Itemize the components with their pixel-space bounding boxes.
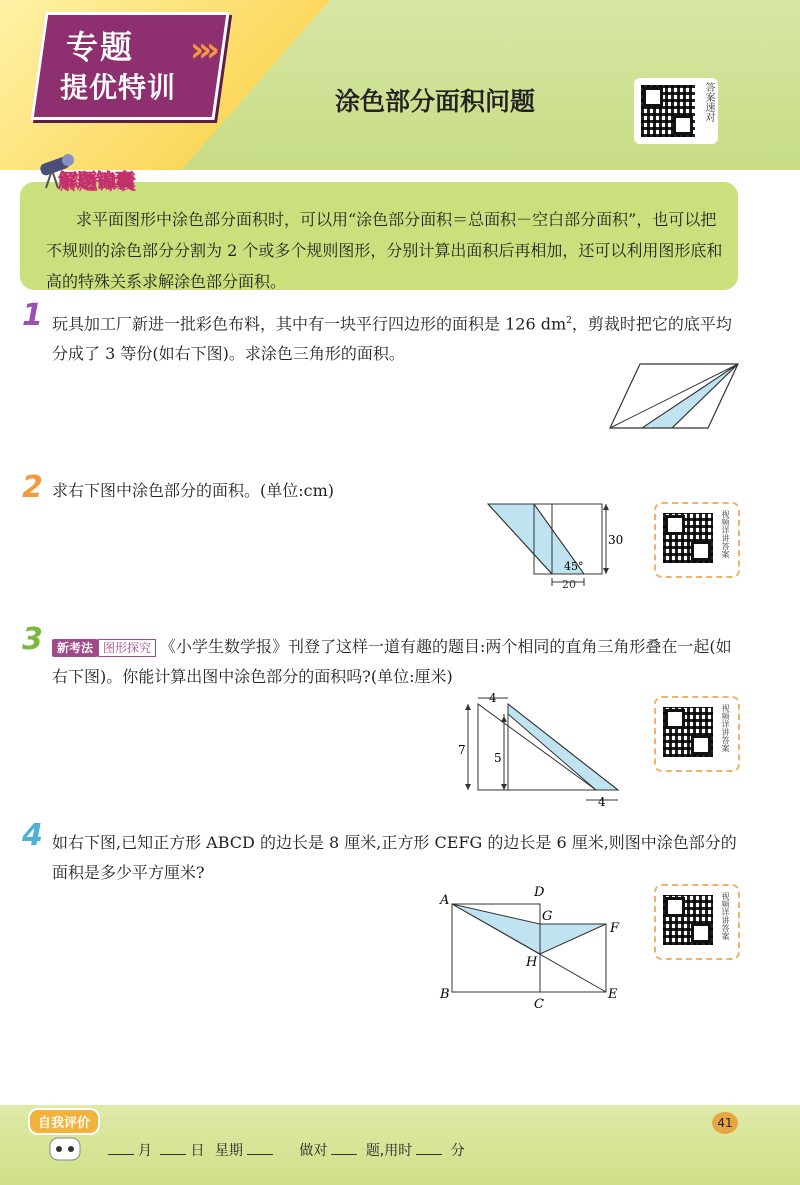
tips-text: 求平面图形中涂色部分面积时，可以用“涂色部分面积＝总面积－空白部分面积”，也可以把不规则的涂色部分分割为 2 个或多个规则图形，分别计算出面积后再相加，还可以利用图形底和高的特殊关系求解涂色部分面积。 <box>46 210 723 291</box>
question-3-figure <box>460 692 626 808</box>
question-1-figure <box>606 360 746 432</box>
question-3-text <box>52 632 742 692</box>
question-number-4: 4 <box>22 818 43 853</box>
week-blank[interactable] <box>247 1154 273 1155</box>
robot-mascot-icon <box>46 1134 84 1164</box>
qr-label: 视频详讲答案 <box>721 892 730 940</box>
time-blank[interactable] <box>416 1154 442 1155</box>
new-method-tag: 新考法 <box>52 639 98 657</box>
question-number-3: 3 <box>22 622 43 657</box>
q4-label-d: D <box>534 885 545 900</box>
q3-left-label: 7 <box>458 743 466 757</box>
qr-code-icon <box>660 510 716 566</box>
q3-top-label: 4 <box>489 691 497 705</box>
answer-qr-card[interactable] <box>634 78 718 144</box>
footer-record-line <box>104 1140 465 1160</box>
q2-height-label: 30 <box>608 533 624 547</box>
question-4-video-qr[interactable] <box>654 884 740 960</box>
q4-label-a: A <box>440 893 450 908</box>
month-blank[interactable] <box>108 1154 134 1155</box>
question-number-1: 1 <box>22 298 43 333</box>
badge-line1: 专题 <box>66 28 135 66</box>
badge-line2: 提优特训 <box>60 71 177 104</box>
correct-blank[interactable] <box>331 1154 357 1155</box>
q4-label-c: C <box>534 997 544 1012</box>
q4-label-g: G <box>542 909 553 924</box>
month-label: 月 <box>138 1143 152 1159</box>
question-2-figure <box>484 498 628 592</box>
category-tag: 图形探究 <box>98 639 156 657</box>
minutes-label: 分 <box>450 1143 465 1159</box>
day-blank[interactable] <box>160 1154 186 1155</box>
question-4-text: 如右下图,已知正方形 ABCD 的边长是 8 厘米,正方形 CEFG 的边长是 6 厘米,则图中涂色部分的面积是多少平方厘米? <box>52 833 737 882</box>
page-number: 41 <box>712 1112 738 1134</box>
qr-code-icon <box>660 704 716 760</box>
question-1-text-b: ，剪裁时把它的底平均分成了 3 等份(如右下图)。求涂色三角形的面积。 <box>52 314 732 364</box>
qr-code-icon <box>638 82 698 140</box>
chevron-arrows-icon: ››› <box>190 30 215 70</box>
q4-label-b: B <box>440 987 450 1002</box>
q3-bottom-label: 4 <box>598 795 606 809</box>
question-1-text-a: 玩具加工厂新进一批彩色布料，其中有一块平行四边形的面积是 126 dm <box>52 314 567 334</box>
self-eval-label: 自我评价 <box>28 1108 100 1135</box>
q2-angle-label: 45° <box>564 560 584 573</box>
day-label: 日 <box>190 1143 205 1159</box>
q3-inner-label: 5 <box>494 751 502 765</box>
question-1-sup: 2 <box>566 316 572 326</box>
q4-label-e: E <box>608 987 618 1002</box>
q2-base-label: 20 <box>562 578 576 591</box>
question-number-2: 2 <box>22 470 43 505</box>
q4-label-f: F <box>610 921 620 936</box>
qr-label: 视频详讲答案 <box>721 510 730 558</box>
week-label: 星期 <box>214 1143 243 1159</box>
question-2-video-qr[interactable] <box>654 502 740 578</box>
questions-label: 题,用时 <box>365 1143 413 1159</box>
q4-label-h: H <box>526 955 538 970</box>
question-4-figure <box>432 882 628 1012</box>
question-3-video-qr[interactable] <box>654 696 740 772</box>
qr-code-icon <box>660 892 716 948</box>
question-2-text: 求右下图中涂色部分的面积。(单位:cm) <box>52 481 335 500</box>
qr-label: 答案速对 <box>703 82 714 122</box>
page-title: 涂色部分面积问题 <box>334 87 535 116</box>
qr-label: 视频详讲答案 <box>721 704 730 752</box>
question-3-body: 《小学生数学报》刊登了这样一道有趣的题目:两个相同的直角三角形叠在一起(如右下图)。你能计算出图中涂色部分的面积吗?(单位:厘米) <box>52 637 732 686</box>
correct-label: 做对 <box>299 1143 328 1159</box>
tips-title: 解题锦囊 <box>58 170 135 192</box>
